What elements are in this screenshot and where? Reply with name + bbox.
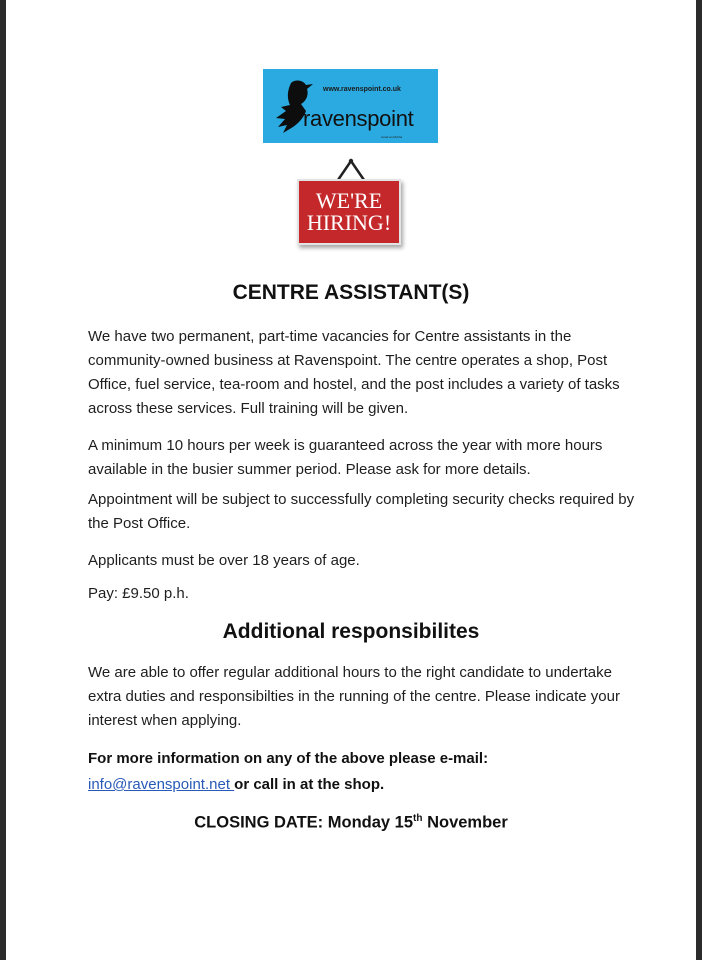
closing-prefix: CLOSING DATE: Monday 15 (194, 813, 414, 832)
logo-url: www.ravenspoint.co.uk (323, 86, 401, 93)
intro-paragraph: We have two permanent, part-time vacancies for Centre assistants in the community-owned business at Ravenspoint. The centre operates a shop, Post Office, fuel service, tea-room and hostel, and the post includes a variety of tasks across these services. Full training will be given. (88, 328, 620, 417)
hiring-sign (297, 179, 401, 245)
security-checks-paragraph: Appointment will be subject to successfully completing security checks required by the Post Office. (88, 491, 635, 532)
page-title: CENTRE ASSISTANT(S) (232, 281, 470, 304)
contact-info (88, 746, 648, 798)
pay-rate: Pay: £9.50 p.h. (88, 585, 189, 602)
contact-prefix: For more information on any of the above please e-mail: (88, 750, 489, 767)
additional-paragraph: We are able to offer regular additional hours to the right candidate to undertake extra duties and responsibilties in the running of the centre. Please indicate your interest when applying. (88, 664, 620, 729)
hours-paragraph: A minimum 10 hours per week is guaranteed across the year with more hours available in the busier summer period. Please ask for more details. (88, 437, 603, 478)
age-requirement: Applicants must be over 18 years of age. (88, 552, 360, 569)
hiring-sign-line1: WE'RE (315, 188, 383, 213)
closing-superscript: th (413, 813, 423, 824)
contact-suffix: or call in at the shop. (234, 776, 385, 793)
closing-date (0, 813, 702, 833)
hiring-sign-line2: HIRING! (306, 210, 392, 235)
ravenspoint-logo (263, 69, 438, 143)
additional-heading: Additional responsibilites (222, 620, 480, 643)
email-link[interactable]: info@ravenspoint.net (88, 776, 235, 793)
logo-tagline: ionad an Rubha (381, 135, 403, 139)
closing-suffix: November (422, 813, 508, 832)
logo-name: ravenspoint (303, 106, 414, 131)
